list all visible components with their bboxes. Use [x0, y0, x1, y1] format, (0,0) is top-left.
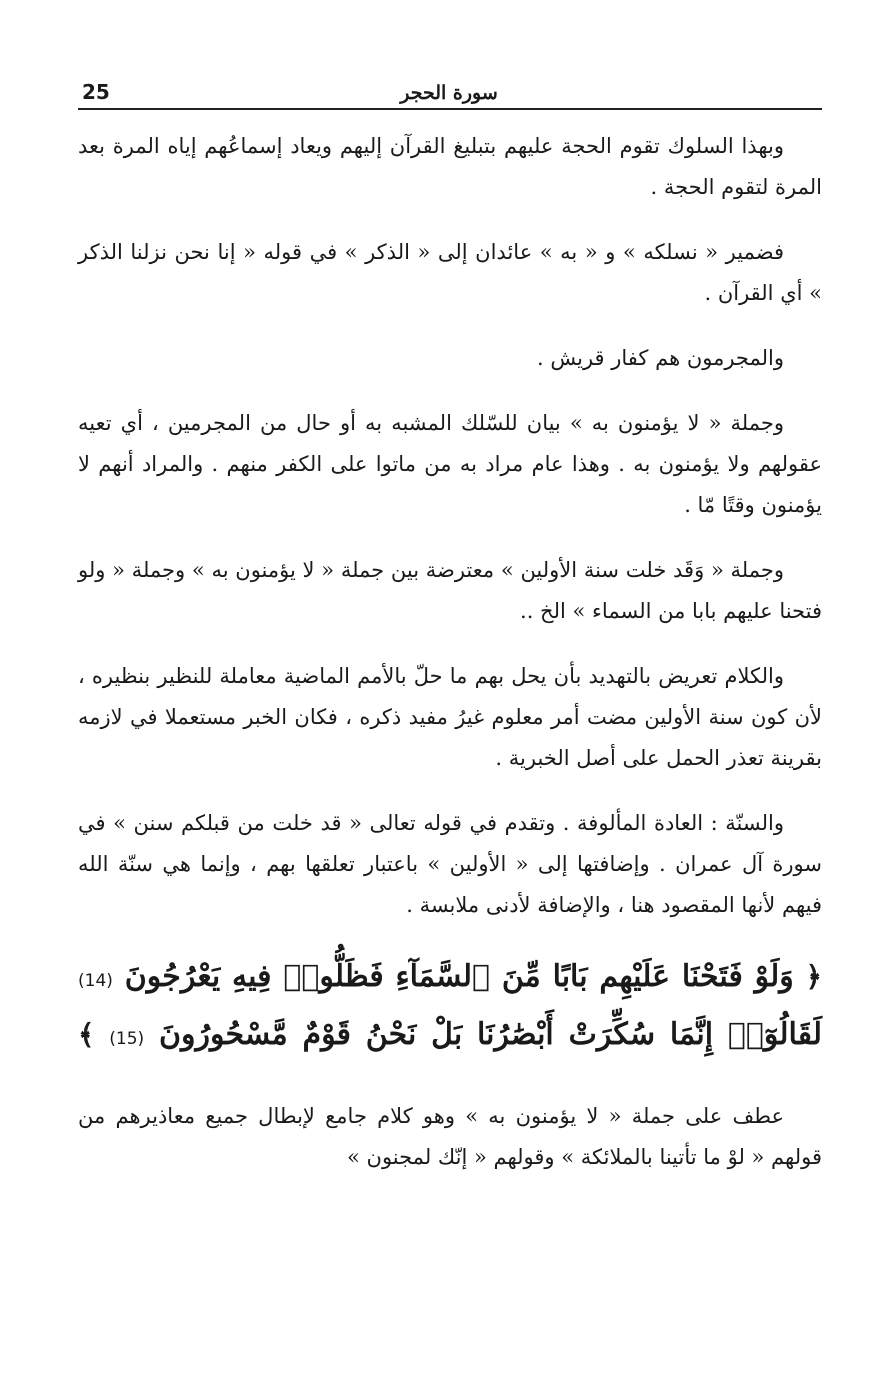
quran-verse: [78, 950, 822, 1066]
closing-paragraph: عطف على جملة « لا يؤمنون به » وهو كلام جامع لإبطال جميع معاذيرهم من قولهم « لوْ ما تأتينا بالملائكة » وقولهم « إنّك لمجنون »: [78, 1104, 822, 1169]
page-header: [78, 78, 820, 110]
paragraph-5: وجملة « وَقَد خلت سنة الأولين » معترضة بين جملة « لا يؤمنون به » وجملة « ولو فتحنا عليهم بابا من السماء » الخ ..: [78, 558, 822, 623]
paragraph-2: فضمير « نسلكه » و « به » عائدان إلى « الذكر » في قوله « إنا نحن نزلنا الذكر » أي القرآن .: [78, 240, 822, 305]
verse-open-bracket: ﴿: [805, 960, 822, 993]
verse-number-15: (15): [109, 1029, 145, 1049]
verse-close-bracket: ﴾: [78, 1018, 95, 1051]
verse-text-2: لَقَالُوٓا۟ إِنَّمَا سُكِّرَتْ أَبْصَٰرُنَا بَلْ نَحْنُ قَوْمٌ مَّسْحُورُونَ: [158, 1017, 822, 1052]
page-number: 25: [82, 80, 110, 104]
paragraph-7: والسنّة : العادة المألوفة . وتقدم في قوله تعالى « قد خلت من قبلكم سنن » في سورة آل عمران . وإضافتها إلى « الأولين » باعتبار تعلقها بهم ، وإنما هي سنّة الله فيهم لأنها المقصود هنا ، والإضافة لأدنى ملابسة .: [78, 811, 822, 917]
body-text: [78, 126, 822, 1202]
verse-text-1: وَلَوْ فَتَحْنَا عَلَيْهِم بَابًا مِّنَ ٱلسَّمَآءِ فَظَلُّوا۟ فِيهِ يَعْرُجُونَ: [124, 959, 794, 994]
paragraph-6: والكلام تعريض بالتهديد بأن يحل بهم ما حلّ بالأمم الماضية معاملة للنظير بنظيره ، لأن كون سنة الأولين مضت أمر معلوم غيرُ مفيد ذكره ، فكان الخبر مستعملا في لازمه بقرينة تعذر الحمل على أصل الخبرية .: [78, 664, 822, 770]
verse-number-14: (14): [78, 971, 113, 991]
paragraph-1: وبهذا السلوك تقوم الحجة عليهم بتبليغ القرآن إليهم ويعاد إسماعُهم إياه المرة بعد المرة لتقوم الحجة .: [78, 134, 822, 199]
header-divider: [78, 108, 822, 110]
paragraph-3: والمجرمون هم كفار قريش .: [536, 346, 784, 370]
surah-title: سورة الحجر: [400, 82, 498, 104]
verse-line-1: [78, 950, 822, 1008]
verse-line-2: [78, 1008, 822, 1066]
paragraph-4: وجملة « لا يؤمنون به » بيان للسّلك المشبه به أو حال من المجرمين ، أي تعيه عقولهم ولا يؤمنون به . وهذا عام مراد به من ماتوا على الكفر منهم . والمراد أنهم لا يؤمنون وقتًا مّا .: [78, 411, 822, 517]
